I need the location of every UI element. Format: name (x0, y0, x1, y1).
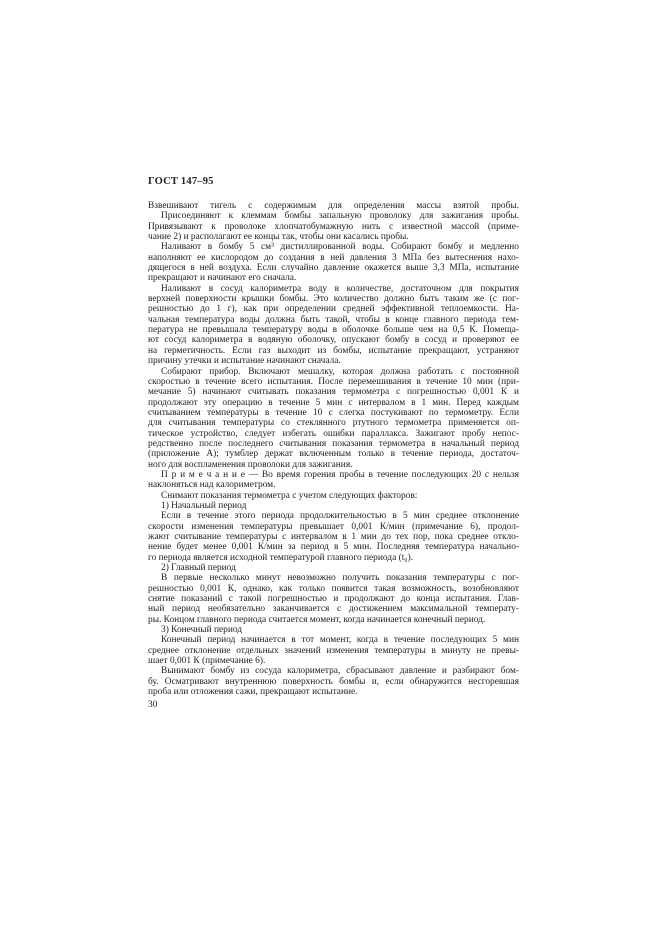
paragraph (148, 573, 519, 625)
text-line: 1) Начальный период (161, 500, 247, 511)
paragraph (148, 367, 519, 470)
text-line: решностью до 1 г), как при определении средней эффективной теплоемкости. На- (148, 304, 519, 315)
document-body (148, 201, 519, 698)
text-line: тическое устройство, следует избегать ошибки параллакса. Зажигают пробу непос- (148, 428, 519, 439)
text-line: редственно после последнего считывания показания термометра в начальный период (148, 438, 519, 449)
page-number: 30 (148, 700, 158, 710)
text-line: Собирают прибор. Включают мешалку, которая должна работать с постоянной (161, 366, 519, 377)
text-line: пература не превышала температуру воды в оболочке больше чем на 0,5 К. Помеща- (148, 325, 519, 336)
paragraph (148, 501, 519, 511)
text-line: наклоняться над калориметром. (148, 480, 276, 491)
text-line: чальная температура воды должна быть такой, чтобы в конце главного периода тем- (148, 314, 519, 325)
paragraph (148, 201, 519, 211)
text-line: ного для воспламенения проволоки для зажигания. (148, 459, 353, 470)
text-line: Наливают в сосуд калориметра воду в количестве, достаточном для покрытия (161, 283, 519, 294)
text-line: Привязывают к проволоке хлопчатобумажную нить с известной массой (приме- (148, 221, 519, 232)
paragraph (148, 470, 519, 491)
text-line: среднее отклонение отдельных значений изменения температуры в минуту не превы- (148, 645, 519, 656)
text-line: го периода является исходной температурой главного периода (t₀). (148, 552, 414, 563)
text-line: верхней поверхности крышки бомбы. Это количество должно быть таким же (с пог- (148, 294, 519, 305)
text-line: П р и м е ч а н и е — Во время горения пробы в течение последующих 20 с нельзя (161, 469, 519, 480)
text-line: (приложение А); тумблер держат включенным только в течение периода, достаточ- (148, 449, 519, 460)
text-line: проба или отложения сажи, прекращают испытание. (148, 687, 358, 698)
text-line: Конечный период начинается в тот момент, когда в течение последующих 5 мин (161, 635, 519, 646)
paragraph (148, 635, 519, 666)
text-line: Снимают показания термометра с учетом следующих факторов: (161, 490, 418, 501)
text-line: Наливают в бомбу 5 см³ дистиллированной воды. Собирают бомбу и медленно (161, 242, 519, 253)
text-line: нение будет менее 0,001 К/мин за период в 5 мин. Последняя температура начально- (148, 542, 519, 553)
text-line: на герметичность. Если газ выходит из бомбы, испытание прекращают, устраняют (148, 345, 519, 356)
text-line: ют сосуд калориметра в водяную оболочку, опускают бомбу в сосуд и проверяют ее (148, 335, 519, 346)
text-line: 3) Конечный период (161, 625, 243, 636)
paragraph (148, 211, 519, 242)
text-line: дящегося в ней воздуха. Если случайно давление окажется выше 3,3 МПа, испытание (148, 263, 519, 274)
text-line: решностью 0,001 К, однако, как только появится такая возможность, возобновляют (148, 583, 519, 594)
text-line: снятие показаний с такой погрешностью и продолжают до конца испытания. Глав- (148, 594, 519, 605)
paragraph (148, 563, 519, 573)
document-header: ГОСТ 147–95 (148, 176, 214, 187)
paragraph (148, 511, 519, 563)
text-line: наполняют ее кислородом до создания в ней давления 3 МПа без вытеснения нахо- (148, 252, 519, 263)
paragraph (148, 625, 519, 635)
text-line: для считывания температуры со стеклянного ртутного термометра применяется оп- (148, 418, 519, 429)
text-line: считыванием температуры в течение 10 с слегка постукивают по термометру. Если (148, 407, 519, 418)
text-line: продолжают эту операцию в течение 5 мин с интервалом в 1 мин. Перед каждым (148, 397, 519, 408)
text-line: чание 2) и располагают ее концы так, чтобы они касались пробы. (148, 232, 409, 243)
text-line: скорости изменения температуры превышает 0,001 К/мин (примечание 6), продол- (148, 521, 519, 532)
text-line: ный период необязательно заканчивается с достижением максимальной температу- (148, 604, 519, 615)
text-line: Присоединяют к клеммам бомбы запальную проволоку для зажигания пробы. (161, 211, 519, 222)
text-line: ры. Концом главного периода считается момент, когда начинается конечный период. (148, 614, 486, 625)
text-line: скоростью в течение всего испытания. После перемешивания в течение 10 мин (при- (148, 376, 519, 387)
paragraph (148, 284, 519, 367)
text-line: 2) Главный период (161, 563, 236, 574)
paragraph (148, 242, 519, 283)
paragraph (148, 491, 519, 501)
text-line: Взвешивают тигель с содержимым для определения массы взятой пробы. (148, 201, 519, 211)
paragraph (148, 666, 519, 697)
text-line: шает 0,001 К (примечание 6). (148, 656, 266, 667)
text-line: причину утечки и испытание начинают сначала. (148, 356, 341, 367)
text-line: бу. Осматривают внутреннюю поверхность бомбы и, если обнаружится несгоревшая (148, 676, 519, 687)
text-line: прекращают и начинают его сначала. (148, 273, 297, 284)
text-line: Вынимают бомбу из сосуда калориметра, сбрасывают давление и разбирают бом- (161, 666, 519, 677)
text-line: Если в течение этого периода продолжительностью в 5 мин среднее отклонение (161, 511, 519, 522)
text-line: В первые несколько минут невозможно получить показания температуры с пог- (161, 573, 519, 584)
text-line: мечание 5) начинают считывать показания термометра с погрешностью 0,001 К и (148, 387, 519, 398)
text-line: жают считывание температуры с интервалом в 1 мин до тех пор, пока среднее откло- (148, 532, 519, 542)
